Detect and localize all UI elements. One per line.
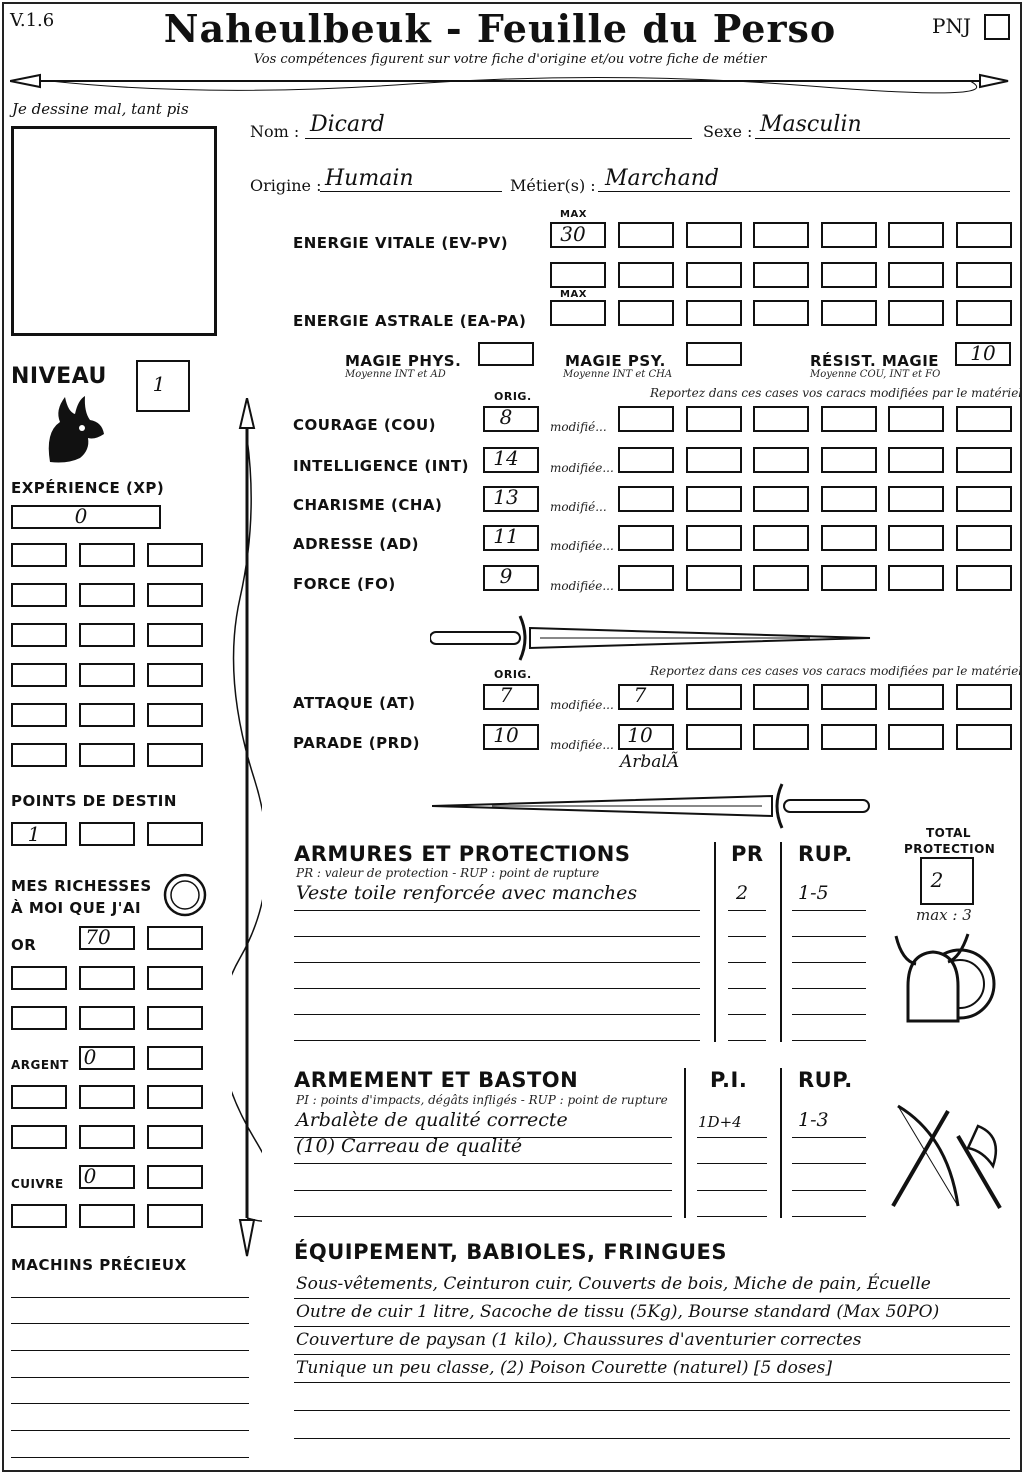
or-extra-box-2-1[interactable]	[11, 1006, 67, 1030]
at-mod-box-6[interactable]	[956, 684, 1012, 710]
ev-box-row2-1[interactable]	[618, 262, 674, 288]
xp-box-4-2[interactable]	[79, 663, 135, 687]
armures-pr-line-1	[728, 910, 766, 911]
carac-mod-label-2: modifiée...	[550, 461, 614, 475]
armement-pi-line-2	[697, 1163, 767, 1164]
carac-mod-box-1-5[interactable]	[888, 406, 944, 432]
argent-extra-box-1-1[interactable]	[11, 1085, 67, 1109]
ea-box-1[interactable]	[618, 300, 674, 326]
metier-label: Métier(s) :	[510, 176, 596, 195]
carac-label-4: ADRESSE (AD)	[293, 535, 420, 553]
at-mod-box-2[interactable]	[686, 684, 742, 710]
richesses-label-1: MES RICHESSES	[11, 877, 152, 895]
armement-rup-line-2	[792, 1163, 866, 1164]
header-spear-ornament	[10, 70, 1010, 96]
cuivre-extra-box-1-3[interactable]	[147, 1204, 203, 1228]
niveau-value: 1	[152, 372, 166, 396]
armures-line-4	[294, 988, 700, 989]
magie-psy-label: MAGIE PSY.	[565, 352, 666, 370]
ea-box-2[interactable]	[686, 300, 742, 326]
carac-label-3: CHARISME (CHA)	[293, 496, 443, 514]
total-protection-value: 2	[930, 868, 944, 892]
carac-label-2: INTELLIGENCE (INT)	[293, 457, 469, 475]
prd-mod-box-3[interactable]	[753, 724, 809, 750]
armures-line-2	[294, 936, 700, 937]
arme-name-1: Arbalète de qualité correcte	[296, 1109, 568, 1131]
xp-box-4-1[interactable]	[11, 663, 67, 687]
carac-mod-box-3-6[interactable]	[956, 486, 1012, 512]
carac-mod-box-4-4[interactable]	[821, 525, 877, 551]
at-orig-value: 7	[499, 683, 513, 707]
total-protection-label-1: TOTAL	[926, 826, 972, 840]
argent-extra-box-1-3[interactable]	[147, 1085, 203, 1109]
armement-note: PI : points d'impacts, dégâts infligés - RUP : point de rupture	[296, 1093, 668, 1107]
prd-mod-box-2[interactable]	[686, 724, 742, 750]
carac-orig-value-2: 14	[493, 446, 519, 470]
sword-ornament-1	[430, 612, 875, 664]
page-title: Naheulbeuk - Feuille du Perso	[163, 6, 837, 51]
ev-box-3[interactable]	[753, 222, 809, 248]
xp-box-4-3[interactable]	[147, 663, 203, 687]
portrait-box[interactable]	[11, 126, 217, 336]
xp-box-6-3[interactable]	[147, 743, 203, 767]
sexe-underline	[755, 138, 1010, 139]
armures-line-5	[294, 1014, 700, 1015]
pnj-checkbox[interactable]	[984, 14, 1010, 40]
origine-underline	[320, 191, 502, 192]
xp-box-6-2[interactable]	[79, 743, 135, 767]
magie-psy-note: Moyenne INT et CHA	[563, 369, 673, 380]
carac-mod-box-3-2[interactable]	[686, 486, 742, 512]
arme-name-2: (10) Carreau de qualité	[296, 1135, 523, 1157]
version-label: V.1.6	[10, 10, 55, 31]
ev-max-value: 30	[560, 222, 586, 246]
xp-box-2-2[interactable]	[79, 583, 135, 607]
at-mod-label: modifiée...	[550, 698, 614, 712]
armures-pr-line-3	[728, 962, 766, 963]
ev-box-row2-3[interactable]	[753, 262, 809, 288]
carac-orig-value-3: 13	[493, 485, 519, 509]
origine-label: Origine :	[250, 176, 322, 195]
armures-pr-line-5	[728, 1014, 766, 1015]
armures-pr-line-6	[728, 1040, 766, 1041]
destin-box-3[interactable]	[147, 822, 203, 846]
machins-line-6	[11, 1430, 249, 1431]
xp-box-3-2[interactable]	[79, 623, 135, 647]
carac-mod-box-2-4[interactable]	[821, 447, 877, 473]
argent-value: 0	[83, 1045, 97, 1069]
caracs-report-note: Reportez dans ces cases vos caracs modifiées par le matériel	[650, 386, 1023, 400]
armures-divider-1	[714, 842, 716, 1042]
or-extra-box-1-1[interactable]	[11, 966, 67, 990]
or-extra-box-1-2[interactable]	[79, 966, 135, 990]
weapons-icon	[888, 1096, 1008, 1216]
machins-line-2	[11, 1323, 249, 1324]
resist-magie-note: Moyenne COU, INT et FO	[810, 369, 941, 380]
carac-mod-box-5-1[interactable]	[618, 565, 674, 591]
destin-value: 1	[27, 822, 41, 846]
carac-mod-box-2-5[interactable]	[888, 447, 944, 473]
argent-extra-box-2-2[interactable]	[79, 1125, 135, 1149]
vertical-spear-ornament	[232, 398, 262, 1258]
equipement-line-6	[294, 1438, 1010, 1439]
total-protection-label-2: PROTECTION	[904, 842, 996, 856]
machins-line-3	[11, 1350, 249, 1351]
armures-divider-2	[780, 842, 782, 1042]
argent-extra-box-1-2[interactable]	[79, 1085, 135, 1109]
metier-underline	[598, 191, 1010, 192]
sexe-value[interactable]: Masculin	[760, 112, 862, 137]
carac-mod-box-3-3[interactable]	[753, 486, 809, 512]
xp-value: 0	[74, 504, 88, 528]
at-mod-box-4[interactable]	[821, 684, 877, 710]
ev-box-1[interactable]	[618, 222, 674, 248]
xp-box-3-3[interactable]	[147, 623, 203, 647]
ea-box-5[interactable]	[888, 300, 944, 326]
armure-name-1: Veste toile renforcée avec manches	[296, 882, 638, 904]
carac-mod-box-5-2[interactable]	[686, 565, 742, 591]
at-mod-value: 7	[633, 683, 647, 707]
armement-divider-2	[780, 1068, 782, 1218]
armures-note: PR : valeur de protection - RUP : point de rupture	[296, 866, 600, 880]
or-extra-box-1-3[interactable]	[147, 966, 203, 990]
carac-orig-value-1: 8	[499, 405, 513, 429]
xp-box-5-2[interactable]	[79, 703, 135, 727]
metier-value[interactable]: Marchand	[605, 166, 720, 191]
equipement-text-2: Outre de cuir 1 litre, Sacoche de tissu (5Kg), Bourse standard (Max 50PO)	[296, 1302, 940, 1322]
nom-value[interactable]: Dicard	[310, 112, 385, 137]
armement-line-4	[294, 1216, 672, 1217]
armement-pi-line-4	[697, 1216, 767, 1217]
xp-box-6-1[interactable]	[11, 743, 67, 767]
armement-rup-line-3	[792, 1190, 866, 1191]
arme-rup-1: 1-3	[798, 1109, 829, 1131]
prd-note: ArbalÃ	[620, 752, 680, 772]
equipement-text-3: Couverture de paysan (1 kilo), Chaussures d'aventurier correctes	[296, 1330, 862, 1350]
ev-box-row2-6[interactable]	[956, 262, 1012, 288]
ea-label: ENERGIE ASTRALE (EA-PA)	[293, 312, 527, 330]
ev-box-row2-4[interactable]	[821, 262, 877, 288]
xp-box-1-1[interactable]	[11, 543, 67, 567]
carac-label-5: FORCE (FO)	[293, 575, 396, 593]
armement-title: ARMEMENT ET BASTON	[294, 1068, 579, 1092]
prd-mod-box-5[interactable]	[888, 724, 944, 750]
armures-line-3	[294, 962, 700, 963]
coin-icon	[162, 872, 208, 918]
prd-mod-box-4[interactable]	[821, 724, 877, 750]
carac-mod-box-4-6[interactable]	[956, 525, 1012, 551]
equipement-text-1: Sous-vêtements, Ceinturon cuir, Couverts de bois, Miche de pain, Écuelle	[296, 1274, 931, 1294]
equipement-text-4: Tunique un peu classe, (2) Poison Courette (naturel) [5 doses]	[296, 1358, 832, 1378]
armement-rup-header: RUP.	[798, 1068, 853, 1092]
armures-rup-line-6	[792, 1040, 866, 1041]
machins-line-5	[11, 1403, 249, 1404]
or-extra-box-2-3[interactable]	[147, 1006, 203, 1030]
armures-rup-line-4	[792, 988, 866, 989]
armure-pr-1: 2	[736, 882, 749, 904]
ev-box-row2-5[interactable]	[888, 262, 944, 288]
xp-box-1-2[interactable]	[79, 543, 135, 567]
resist-magie-label: RÉSIST. MAGIE	[810, 352, 940, 370]
prd-orig-value: 10	[493, 723, 519, 747]
carac-orig-value-5: 9	[499, 564, 513, 588]
at-mod-box-3[interactable]	[753, 684, 809, 710]
destin-box-2[interactable]	[79, 822, 135, 846]
or-value: 70	[85, 925, 111, 949]
armement-pi-line-3	[697, 1190, 767, 1191]
ev-box-row2-0[interactable]	[550, 262, 606, 288]
xp-box-3-1[interactable]	[11, 623, 67, 647]
at-mod-box-5[interactable]	[888, 684, 944, 710]
magie-phys-box[interactable]	[478, 342, 534, 366]
helmet-shield-icon	[888, 926, 1000, 1036]
ea-box-4[interactable]	[821, 300, 877, 326]
armement-rup-line-1	[792, 1137, 866, 1138]
armures-rup-header: RUP.	[798, 842, 853, 866]
carac-mod-box-3-1[interactable]	[618, 486, 674, 512]
xp-box-5-1[interactable]	[11, 703, 67, 727]
armures-line-1	[294, 910, 700, 911]
combat-orig-label: ORIG.	[494, 668, 532, 681]
armures-rup-line-2	[792, 936, 866, 937]
armures-line-6	[294, 1040, 700, 1041]
or-box-2[interactable]	[147, 926, 203, 950]
total-protection-max: max : 3	[916, 906, 972, 924]
carac-mod-label-3: modifié...	[550, 500, 607, 514]
argent-box-2[interactable]	[147, 1046, 203, 1070]
carac-label-1: COURAGE (COU)	[293, 416, 437, 434]
portrait-caption: Je dessine mal, tant pis	[12, 100, 189, 118]
dragon-icon	[40, 392, 106, 464]
equipement-line-1	[294, 1298, 1010, 1299]
origine-value[interactable]: Humain	[325, 166, 414, 191]
pnj-label: PNJ	[932, 14, 971, 38]
armures-rup-line-5	[792, 1014, 866, 1015]
carac-mod-box-2-3[interactable]	[753, 447, 809, 473]
carac-mod-box-5-6[interactable]	[956, 565, 1012, 591]
caracs-orig-label: ORIG.	[494, 390, 532, 403]
carac-mod-box-1-3[interactable]	[753, 406, 809, 432]
carac-mod-box-1-1[interactable]	[618, 406, 674, 432]
carac-mod-label-1: modifié...	[550, 420, 607, 434]
combat-report-note: Reportez dans ces cases vos caracs modifiées par le matériel	[650, 664, 1023, 678]
destin-label: POINTS DE DESTIN	[11, 792, 177, 810]
prd-label: PARADE (PRD)	[293, 734, 421, 752]
ev-box-6[interactable]	[956, 222, 1012, 248]
ev-box-4[interactable]	[821, 222, 877, 248]
carac-mod-box-2-1[interactable]	[618, 447, 674, 473]
ea-box-3[interactable]	[753, 300, 809, 326]
or-label: OR	[11, 936, 37, 954]
carac-mod-box-4-5[interactable]	[888, 525, 944, 551]
cuivre-extra-box-1-1[interactable]	[11, 1204, 67, 1228]
prd-mod-label: modifiée...	[550, 738, 614, 752]
equipement-title: ÉQUIPEMENT, BABIOLES, FRINGUES	[294, 1240, 727, 1264]
cuivre-box-2[interactable]	[147, 1165, 203, 1189]
armures-pr-header: PR	[731, 842, 764, 866]
xp-box-5-3[interactable]	[147, 703, 203, 727]
ea-max-box[interactable]	[550, 300, 606, 326]
armement-pi-header: P.I.	[710, 1068, 748, 1092]
magie-phys-note: Moyenne INT et AD	[345, 369, 446, 380]
carac-orig-value-4: 11	[493, 524, 519, 548]
equipement-line-3	[294, 1354, 1010, 1355]
niveau-label: NIVEAU	[11, 364, 107, 389]
armures-rup-line-3	[792, 962, 866, 963]
armement-pi-line-1	[697, 1137, 767, 1138]
carac-mod-box-4-2[interactable]	[686, 525, 742, 551]
armures-rup-line-1	[792, 910, 866, 911]
carac-mod-box-2-6[interactable]	[956, 447, 1012, 473]
machins-line-4	[11, 1377, 249, 1378]
magie-psy-box[interactable]	[686, 342, 742, 366]
xp-box-2-1[interactable]	[11, 583, 67, 607]
xp-box-2-3[interactable]	[147, 583, 203, 607]
prd-mod-value: 10	[627, 723, 653, 747]
magie-phys-label: MAGIE PHYS.	[345, 352, 462, 370]
machins-label: MACHINS PRÉCIEUX	[11, 1256, 187, 1274]
ev-box-5[interactable]	[888, 222, 944, 248]
carac-mod-label-5: modifiée...	[550, 579, 614, 593]
carac-mod-box-5-3[interactable]	[753, 565, 809, 591]
carac-mod-box-5-4[interactable]	[821, 565, 877, 591]
nom-underline	[305, 138, 692, 139]
richesses-label-2: À MOI QUE J'AI	[11, 899, 142, 917]
carac-mod-box-2-2[interactable]	[686, 447, 742, 473]
prd-mod-box-6[interactable]	[956, 724, 1012, 750]
armures-title: ARMURES ET PROTECTIONS	[294, 842, 631, 866]
argent-label: ARGENT	[11, 1058, 69, 1072]
page-subtitle: Vos compétences figurent sur votre fiche d'origine et/ou votre fiche de métier	[253, 52, 767, 67]
carac-mod-box-3-4[interactable]	[821, 486, 877, 512]
armement-line-2	[294, 1163, 672, 1164]
resist-magie-value: 10	[970, 341, 996, 365]
carac-mod-label-4: modifiée...	[550, 539, 614, 553]
machins-line-7	[11, 1457, 249, 1458]
nom-label: Nom :	[250, 122, 300, 141]
carac-mod-box-1-4[interactable]	[821, 406, 877, 432]
carac-mod-box-5-5[interactable]	[888, 565, 944, 591]
carac-mod-box-4-3[interactable]	[753, 525, 809, 551]
machins-line-1	[11, 1297, 249, 1298]
at-label: ATTAQUE (AT)	[293, 694, 416, 712]
carac-mod-box-1-6[interactable]	[956, 406, 1012, 432]
argent-extra-box-2-1[interactable]	[11, 1125, 67, 1149]
carac-mod-box-3-5[interactable]	[888, 486, 944, 512]
ea-max-label: MAX	[560, 289, 587, 300]
xp-box-1-3[interactable]	[147, 543, 203, 567]
ea-box-6[interactable]	[956, 300, 1012, 326]
argent-extra-box-2-3[interactable]	[147, 1125, 203, 1149]
carac-mod-box-4-1[interactable]	[618, 525, 674, 551]
carac-mod-box-1-2[interactable]	[686, 406, 742, 432]
arme-pi-1: 1D+4	[698, 1113, 742, 1131]
ev-label: ENERGIE VITALE (EV-PV)	[293, 234, 509, 252]
cuivre-value: 0	[83, 1164, 97, 1188]
armures-pr-line-2	[728, 936, 766, 937]
ev-max-label: MAX	[560, 209, 587, 220]
cuivre-label: CUIVRE	[11, 1177, 64, 1191]
ev-box-2[interactable]	[686, 222, 742, 248]
xp-label: EXPÉRIENCE (XP)	[11, 479, 165, 497]
cuivre-extra-box-1-2[interactable]	[79, 1204, 135, 1228]
armure-rup-1: 1-5	[798, 882, 829, 904]
armement-rup-line-4	[792, 1216, 866, 1217]
ev-box-row2-2[interactable]	[686, 262, 742, 288]
armement-divider-1	[684, 1068, 686, 1218]
armures-pr-line-4	[728, 988, 766, 989]
armement-line-3	[294, 1190, 672, 1191]
equipement-line-4	[294, 1382, 1010, 1383]
or-extra-box-2-2[interactable]	[79, 1006, 135, 1030]
equipement-line-2	[294, 1326, 1010, 1327]
sword-ornament-2	[432, 780, 872, 832]
equipement-line-5	[294, 1410, 1010, 1411]
sexe-label: Sexe :	[703, 122, 753, 141]
